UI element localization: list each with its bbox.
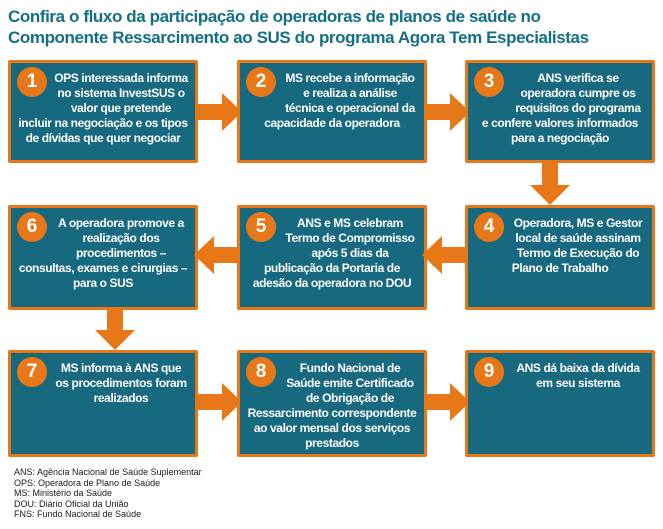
arrow-head	[422, 236, 442, 274]
step-number-badge: 1	[17, 67, 47, 97]
flow-box-step-5	[237, 205, 427, 310]
arrow-shaft	[107, 310, 123, 331]
step-number-badge: 7	[17, 357, 47, 387]
flow-box-step-7	[8, 350, 198, 457]
arrow-head	[95, 330, 135, 350]
flow-box-step-9	[465, 350, 655, 457]
abbreviation-legend	[14, 467, 202, 520]
step-number-badge: 9	[474, 357, 504, 387]
legend-item-ans: ANS: Agência Nacional de Saúde Suplementar	[14, 467, 202, 477]
flow-box-step-4	[465, 205, 655, 310]
step-text-value: ANS e MS celebram Termo de Compromisso após 5 dias da publicação da Portaria de adesão da operadora no DOU	[252, 216, 415, 290]
legend-item-fns: FNS: Fundo Nacional de Saúde	[14, 509, 142, 519]
page-title	[8, 6, 656, 48]
arrow-right-icon	[196, 93, 242, 131]
flow-box-step-3	[465, 60, 655, 163]
step-text-value: MS recebe a informação e realiza a análise técnica e operacional da capacidade da operadora	[264, 71, 415, 130]
arrow-shaft	[542, 163, 558, 186]
step-text-value: ANS verifica se operadora cumpre os requisitos do programa e confere valores informados para a negociação	[481, 71, 641, 145]
arrow-shaft	[424, 104, 451, 120]
flow-box-step-6	[8, 205, 198, 310]
flow-box-step-1	[8, 60, 198, 163]
arrow-head	[530, 185, 570, 205]
arrow-shaft	[441, 247, 468, 263]
step-text-value: ANS dá baixa da dívida em seu sistema	[516, 361, 640, 390]
arrow-down-icon	[95, 310, 135, 350]
arrow-shaft	[196, 104, 223, 120]
step-text-value: Fundo Nacional de Saúde emite Certificado de Obrigação de Ressarcimento correspondente ao valor mensal dos serviços prestados	[247, 361, 417, 450]
arrow-left-icon	[422, 236, 468, 274]
legend-item-ms: MS: Ministério da Saúde	[14, 488, 113, 498]
step-number-badge: 8	[246, 357, 276, 387]
step-text-value: Operadora, MS e Gestor local de saúde assinam Termo de Execução do Plano de Trabalho	[511, 216, 643, 275]
arrow-right-icon	[196, 383, 242, 421]
flow-box-step-8	[237, 350, 427, 457]
arrow-left-icon	[194, 236, 240, 274]
step-text-value: OPS interessada informa no sistema InvestSUS o valor que pretende incluir na negociação e os tipos de dívidas que quer negociar	[18, 71, 188, 145]
step-number-badge: 6	[17, 212, 47, 242]
step-number-badge: 5	[246, 212, 276, 242]
arrow-right-icon	[424, 383, 470, 421]
arrow-right-icon	[424, 93, 470, 131]
arrow-shaft	[196, 394, 223, 410]
step-number-badge: 3	[474, 67, 504, 97]
page-title-line1: Confira o fluxo da participação de operadoras de planos de saúde no	[8, 7, 541, 26]
page-title-line2: Componente Ressarcimento ao SUS do programa Agora Tem Especialistas	[8, 28, 589, 47]
arrow-down-icon	[530, 163, 570, 205]
arrow-shaft	[424, 394, 451, 410]
arrow-shaft	[213, 247, 240, 263]
flow-box-step-2	[237, 60, 427, 163]
step-text-value: A operadora promove a realização dos procedimentos – consultas, exames e cirurgias – para o SUS	[18, 216, 188, 290]
step-number-badge: 2	[246, 67, 276, 97]
step-text-value: MS informa à ANS que os procedimentos foram realizados	[55, 361, 187, 405]
legend-item-ops: OPS: Operadora de Plano de Saúde	[14, 477, 161, 488]
arrow-head	[194, 236, 214, 274]
legend-item-dou: DOU: Diário Oficial da União	[14, 498, 129, 509]
step-number-badge: 4	[474, 212, 504, 242]
